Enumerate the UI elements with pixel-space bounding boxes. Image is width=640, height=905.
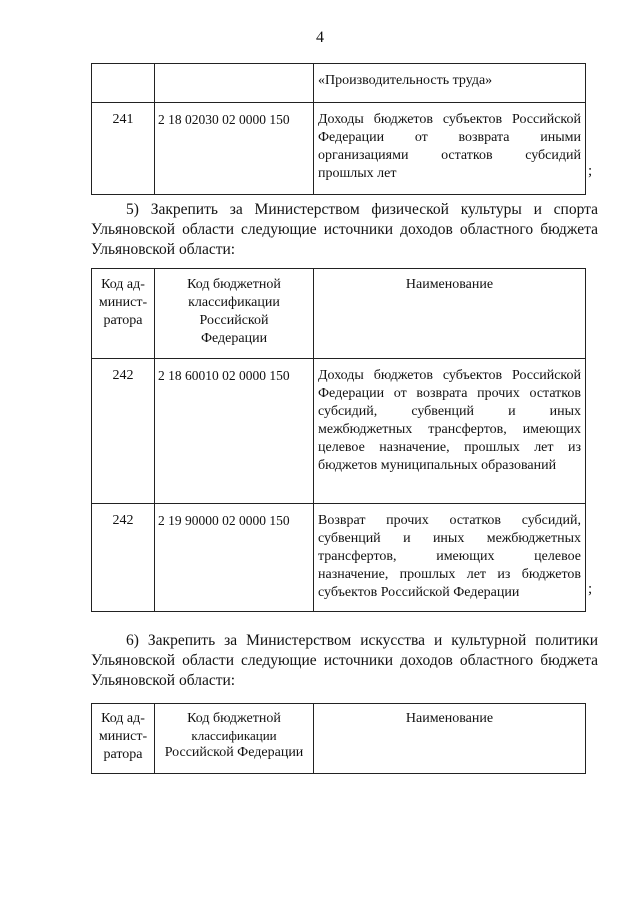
admin-cell: 241 — [92, 103, 155, 195]
paragraph-line: Ульяновской области следующие источники доходов областного бюджета — [91, 221, 598, 238]
table-header-row — [92, 704, 586, 774]
table-row — [92, 103, 586, 195]
paragraph-5 — [91, 200, 598, 260]
header-admin-cell — [92, 269, 155, 359]
paragraph-line: 5) Закрепить за Министерством физической культуры и спорта — [126, 201, 598, 218]
admin-cell — [92, 64, 155, 103]
code-cell — [155, 64, 314, 103]
header-code-line: классификации — [188, 295, 280, 310]
paragraph-line: 6) Закрепить за Министерством искусства и культурной политики — [126, 632, 598, 649]
header-code-cell — [155, 269, 314, 359]
header-code-line: Российской Федерации — [164, 745, 304, 760]
header-name-cell — [314, 269, 586, 359]
income-table-3 — [91, 703, 586, 774]
header-code-line: Код бюджетной — [187, 277, 281, 292]
header-admin-line: ратора — [103, 313, 143, 328]
header-admin-line: минист- — [98, 729, 148, 744]
paragraph-line: Ульяновской области: — [91, 672, 236, 689]
name-cell: «Производительность труда» — [314, 64, 586, 103]
code-cell: 2 18 02030 02 0000 150 — [155, 103, 314, 195]
name-cell: Доходы бюджетов субъектов Российской Федерации от возврата прочих остатков субсидий, субвенций и иных межбюджетных трансфертов, имеющих целевое назначение, прошлых лет из бюджетов муниципальных образований — [314, 359, 586, 504]
header-name-label: Наименование — [405, 277, 494, 292]
header-admin-line: Код ад- — [101, 277, 145, 292]
income-table-1 — [91, 63, 586, 195]
header-code-cell — [155, 704, 314, 774]
semicolon-mark: ; — [588, 581, 593, 597]
admin-cell: 242 — [92, 504, 155, 612]
table-header-row — [92, 269, 586, 359]
table-row — [92, 64, 586, 103]
header-code-line: Код бюджетной — [187, 711, 281, 726]
code-cell: 2 18 60010 02 0000 150 — [155, 359, 314, 504]
name-cell: Возврат прочих остатков субсидий, субвенций и иных межбюджетных трансфертов, имеющих целевое назначение, прошлых лет из бюджетов субъектов Российской Федерации — [314, 504, 586, 612]
paragraph-6 — [91, 631, 598, 691]
name-cell: Доходы бюджетов субъектов Российской Федерации от возврата иными организациями остатков субсидий прошлых лет — [314, 103, 586, 195]
table-row — [92, 504, 586, 612]
header-name-cell — [314, 704, 586, 774]
admin-cell: 242 — [92, 359, 155, 504]
income-table-2 — [91, 268, 586, 612]
header-admin-line: Код ад- — [101, 711, 145, 726]
header-admin-line: минист- — [98, 295, 148, 310]
header-code-line: Российской — [199, 313, 269, 328]
code-cell: 2 19 90000 02 0000 150 — [155, 504, 314, 612]
header-name-label: Наименование — [405, 711, 494, 726]
header-admin-cell — [92, 704, 155, 774]
header-code-line: классификации — [191, 728, 277, 743]
header-admin-line: ратора — [103, 747, 143, 762]
paragraph-line: Ульяновской области следующие источники доходов областного бюджета — [91, 652, 598, 669]
semicolon-mark: ; — [588, 163, 593, 179]
header-code-line: Федерации — [200, 331, 268, 346]
page-number: 4 — [316, 29, 324, 46]
table-row — [92, 359, 586, 504]
paragraph-line: Ульяновской области: — [91, 241, 236, 258]
